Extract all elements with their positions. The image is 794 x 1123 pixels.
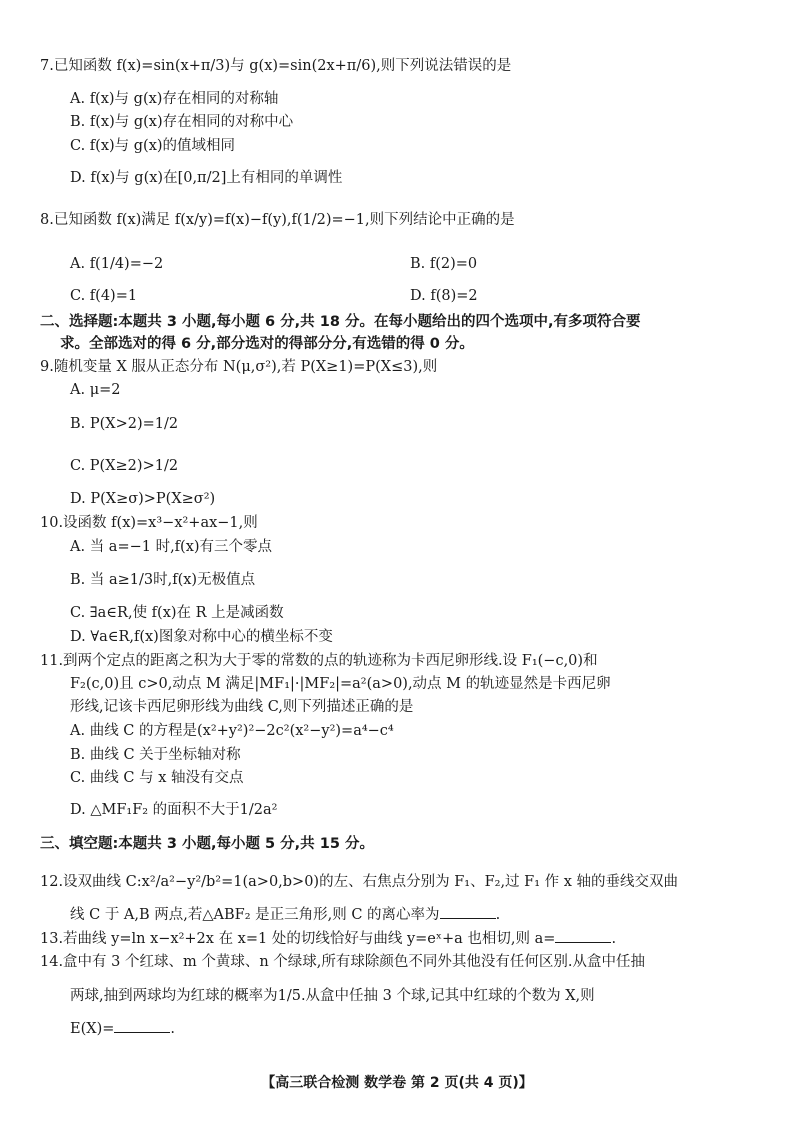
section2-heading: 二、选择题:本题共 3 小题,每小题 6 分,共 18 分。在每小题给出的四个选项中,有多项符合要: [40, 314, 641, 330]
q9-option-c: C. P(X≥2)>1/2: [70, 458, 179, 474]
q8-option-b: B. f(2)=0: [410, 256, 478, 272]
q7-option-d: D. f(x)与 g(x)在[0,π/2]上有相同的单调性: [70, 170, 343, 186]
q9-stem: 9.随机变量 X 服从正态分布 N(μ,σ²),若 P(X≥1)=P(X≤3),则: [40, 359, 438, 375]
q8-row1: [70, 254, 790, 274]
q12-line2: 线 C 于 A,B 两点,若△ABF₂ 是正三角形,则 C 的离心率为 .: [70, 904, 790, 925]
q8-option-c: C. f(4)=1: [70, 288, 138, 304]
q7-option-c: C. f(x)与 g(x)的值域相同: [70, 138, 236, 154]
q11-option-c: C. 曲线 C 与 x 轴没有交点: [70, 770, 244, 786]
q10-option-a: A. 当 a=−1 时,f(x)有三个零点: [70, 539, 273, 555]
q14-line3-text: E(X)=: [70, 1021, 115, 1037]
section3-heading: 三、填空题:本题共 3 小题,每小题 5 分,共 15 分。: [40, 836, 374, 852]
q12-line1: 12.设双曲线 C:x²/a²−y²/b²=1(a>0,b>0)的左、右焦点分别为 F₁、F₂,过 F₁ 作 x 轴的垂线交双曲: [40, 874, 679, 890]
q14-line2: 两球,抽到两球均为红球的概率为1/5.从盒中任抽 3 个球,记其中红球的个数为 X,则: [70, 988, 595, 1004]
q7-option-a: A. f(x)与 g(x)存在相同的对称轴: [70, 91, 279, 107]
q7-option-b: B. f(x)与 g(x)存在相同的对称中心: [70, 114, 294, 130]
q9-option-d: D. P(X≥σ)>P(X≥σ²): [70, 491, 216, 507]
q7-stem: 7.已知函数 f(x)=sin(x+π/3)与 g(x)=sin(2x+π/6),则下列说法错误的是: [40, 58, 512, 74]
q9-option-b: B. P(X>2)=1/2: [70, 416, 179, 432]
q11-option-a: A. 曲线 C 的方程是(x²+y²)²−2c²(x²−y²)=a⁴−c⁴: [70, 723, 394, 739]
page-footer: 【高三联合检测 数学卷 第 2 页(共 4 页)】: [261, 1075, 533, 1091]
q10-stem: 10.设函数 f(x)=x³−x²+ax−1,则: [40, 515, 258, 531]
q9-option-a: A. μ=2: [70, 382, 121, 398]
q10-option-d: D. ∀a∈R,f(x)图象对称中心的横坐标不变: [70, 629, 333, 645]
q14-line3: E(X)= .: [70, 1018, 790, 1039]
q11-stem-line2: F₂(c,0)且 c>0,动点 M 满足|MF₁|·|MF₂|=a²(a>0),动点 M 的轨迹显然是卡西尼卵: [70, 676, 611, 692]
q14-answer-blank[interactable]: [114, 1018, 170, 1033]
q10-option-b: B. 当 a≥1/3时,f(x)无极值点: [70, 572, 256, 588]
q10-option-c: C. ∃a∈R,使 f(x)在 R 上是减函数: [70, 605, 284, 621]
q11-option-b: B. 曲线 C 关于坐标轴对称: [70, 747, 241, 763]
q8-stem: 8.已知函数 f(x)满足 f(x/y)=f(x)−f(y),f(1/2)=−1,则下列结论中正确的是: [40, 212, 515, 228]
q14-line1: 14.盒中有 3 个红球、m 个黄球、n 个绿球,所有球除颜色不同外其他没有任何区别.从盒中任抽: [40, 954, 646, 970]
q8-row2: [70, 286, 790, 306]
q13-answer-blank[interactable]: [555, 928, 611, 943]
q11-stem-line1: 11.到两个定点的距离之积为大于零的常数的点的轨迹称为卡西尼卵形线.设 F₁(−c,0)和: [40, 653, 598, 669]
q11-option-d: D. △MF₁F₂ 的面积不大于1/2a²: [70, 802, 278, 818]
q12-answer-blank[interactable]: [440, 904, 496, 919]
q13-line1-text: 13.若曲线 y=ln x−x²+2x 在 x=1 处的切线恰好与曲线 y=eˣ+a 也相切,则 a=: [40, 931, 556, 947]
q8-option-a: A. f(1/4)=−2: [70, 256, 164, 272]
q8-option-d: D. f(8)=2: [410, 288, 478, 304]
q12-line2-text: 线 C 于 A,B 两点,若△ABF₂ 是正三角形,则 C 的离心率为: [70, 907, 440, 923]
section2-instructions: 求。全部选对的得 6 分,部分选对的得部分分,有选错的得 0 分。: [60, 336, 474, 352]
q13-line1: 13.若曲线 y=ln x−x²+2x 在 x=1 处的切线恰好与曲线 y=eˣ+a 也相切,则 a= .: [40, 928, 760, 949]
q11-stem-line3: 形线,记该卡西尼卵形线为曲线 C,则下列描述正确的是: [70, 699, 414, 715]
